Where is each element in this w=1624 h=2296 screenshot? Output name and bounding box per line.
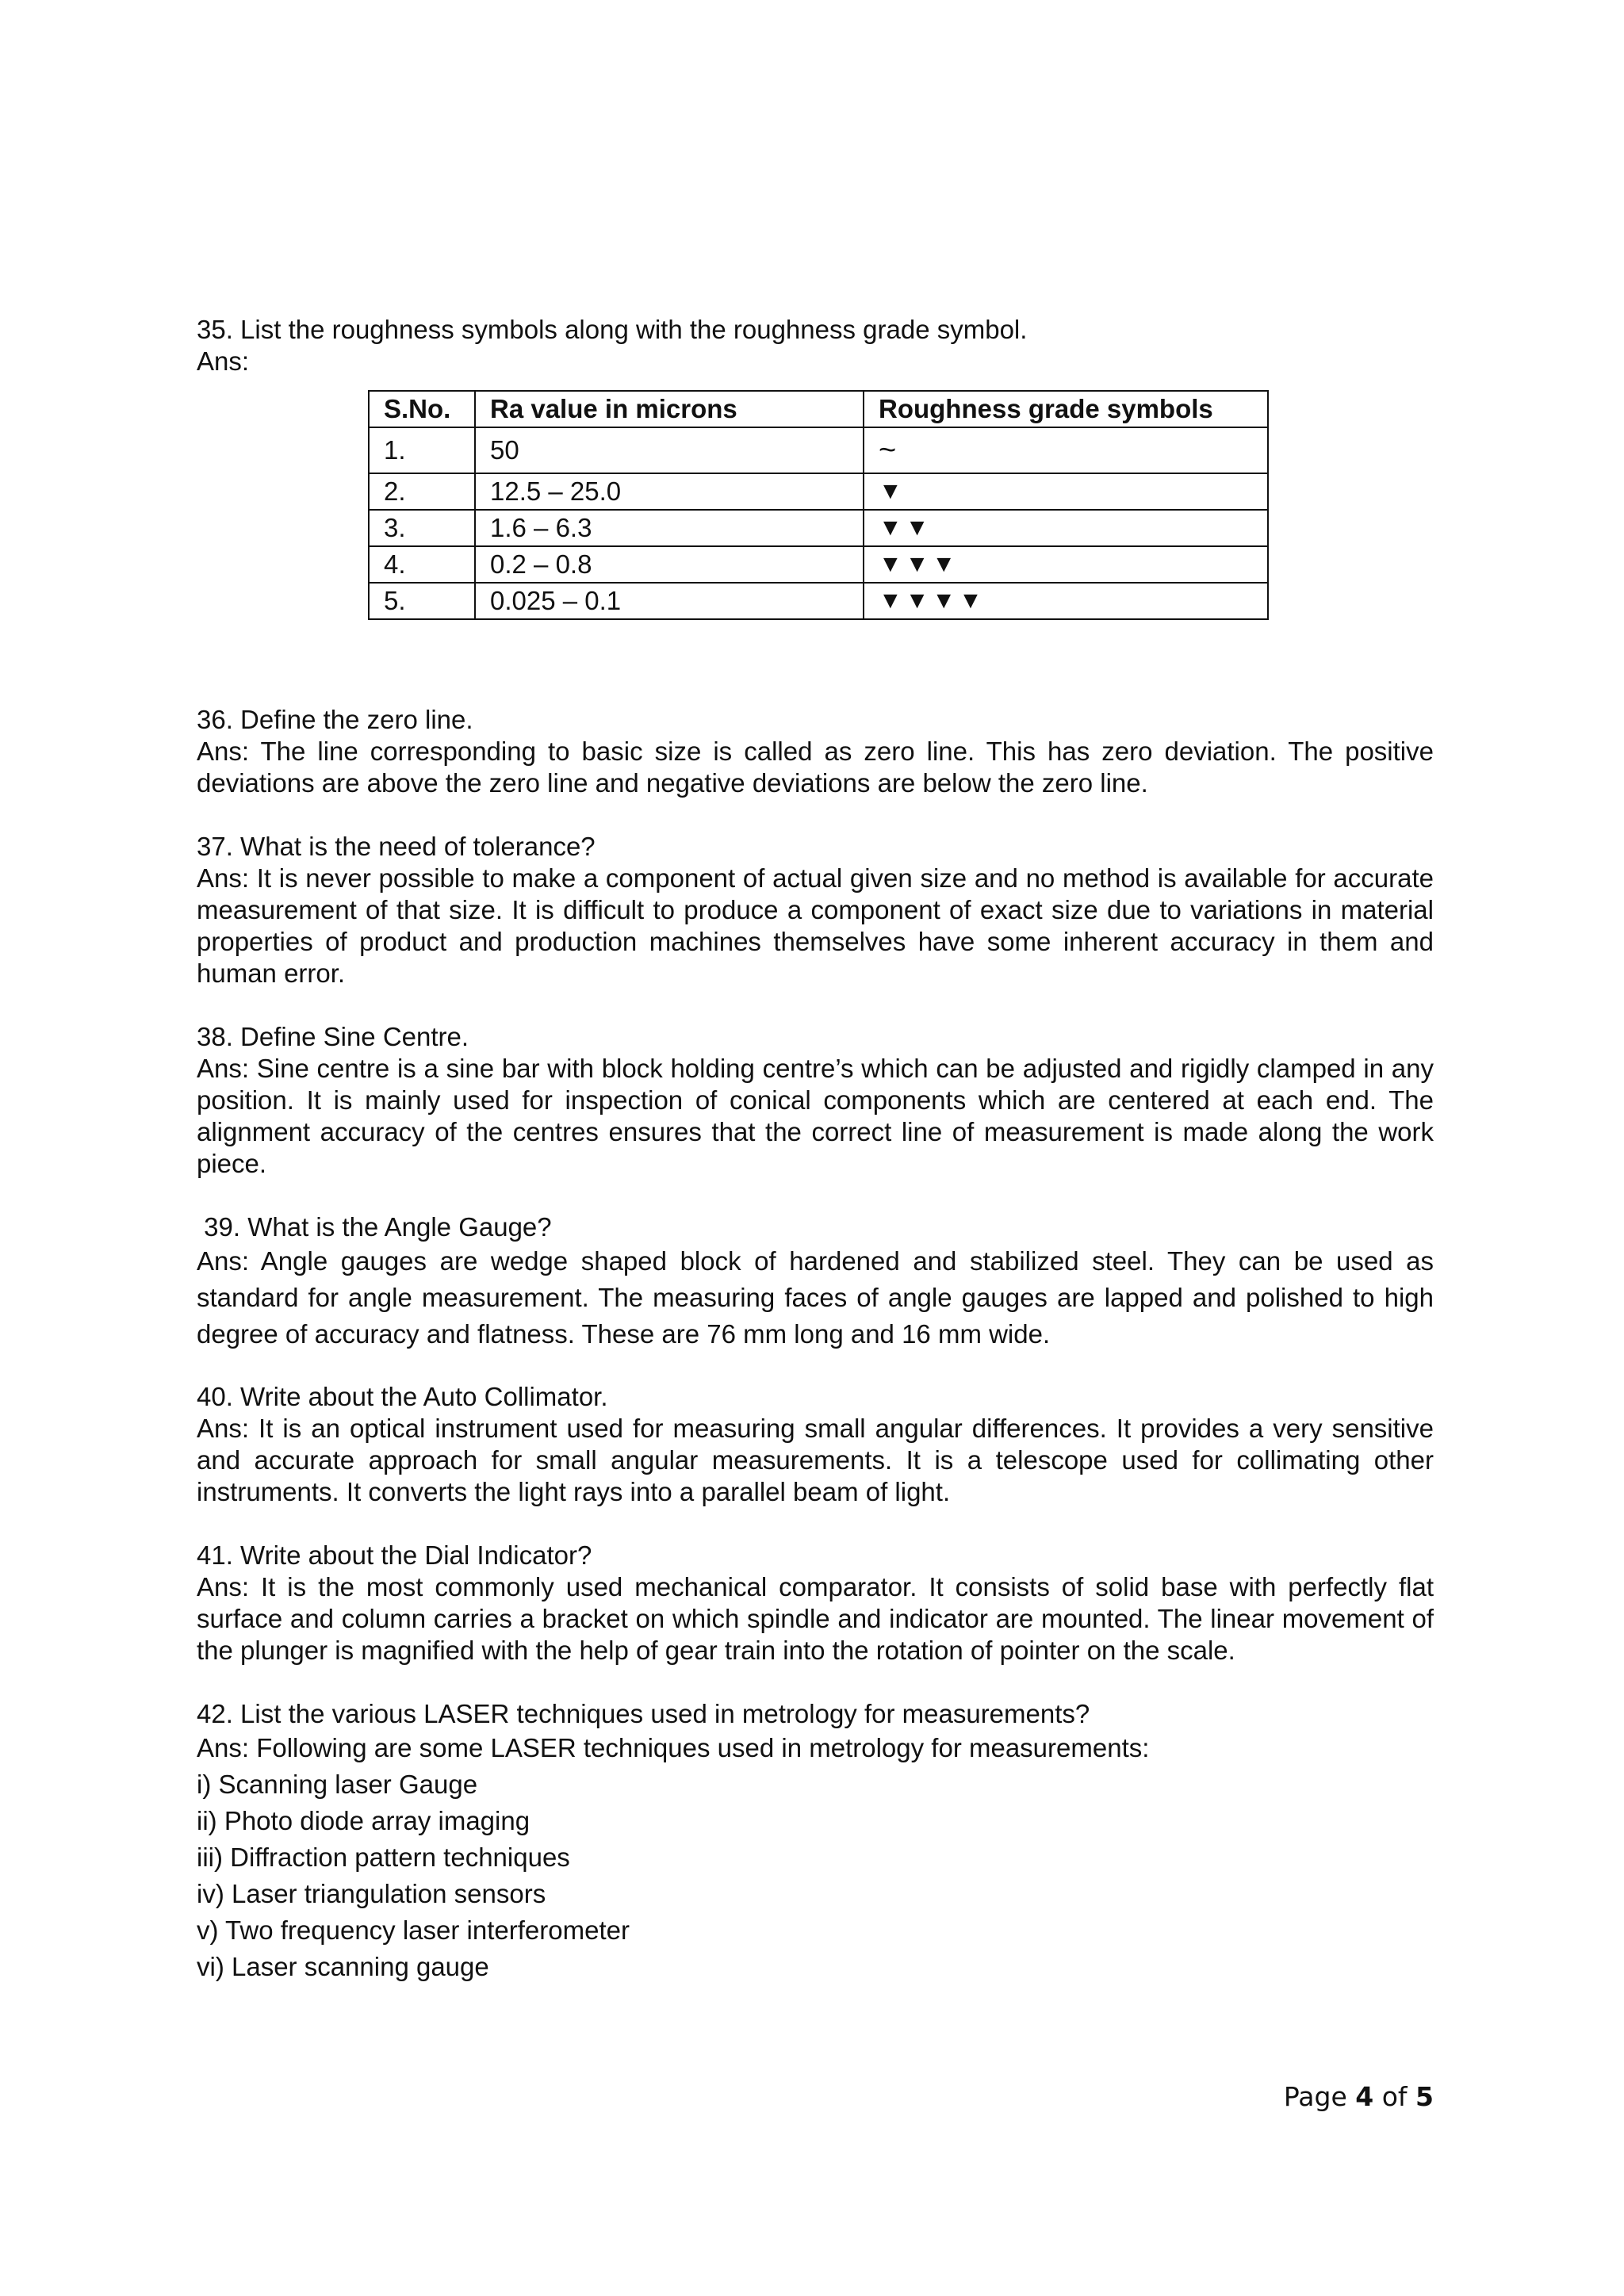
cell-ra: 12.5 – 25.0	[475, 473, 864, 510]
answer-36: Ans: The line corresponding to basic size is called as zero line. This has zero deviation. The positive deviations are above the zero line and negative deviations are below the zero line.	[197, 737, 1434, 798]
question-42: 42. List the various LASER techniques used in metrology for measurements?	[197, 1699, 1090, 1728]
question-38: 38. Define Sine Centre.	[197, 1022, 469, 1051]
question-37: 37. What is the need of tolerance?	[197, 832, 596, 861]
answer-40: Ans: It is an optical instrument used for measuring small angular differences. It provides a very sensitive and accurate approach for small angular measurements. It is a telescope used for collimating other instruments. It converts the light rays into a parallel beam of light.	[197, 1414, 1434, 1506]
cell-sno: 2.	[369, 473, 475, 510]
list-item: iii) Diffraction pattern techniques	[197, 1843, 570, 1872]
question-42-block	[197, 1698, 1434, 1985]
cell-sno: 3.	[369, 510, 475, 546]
table-row	[369, 546, 1268, 583]
question-39-block	[197, 1211, 1434, 1353]
list-item: v) Two frequency laser interferometer	[197, 1915, 630, 1945]
answer-41: Ans: It is the most commonly used mechanical comparator. It consists of solid base with perfectly flat surface and column carries a bracket on which spindle and indicator are mounted. The linear movement of the plunger is magnified with the help of gear train into the rotation of pointer on the scale.	[197, 1572, 1434, 1665]
document-page	[197, 314, 1434, 1985]
question-37-block	[197, 831, 1434, 989]
cell-sno: 5.	[369, 583, 475, 619]
page-word: Page	[1283, 2081, 1356, 2112]
question-40: 40. Write about the Auto Collimator.	[197, 1382, 608, 1411]
answer-42: Ans: Following are some LASER techniques used in metrology for measurements:	[197, 1733, 1150, 1762]
question-36: 36. Define the zero line.	[197, 705, 473, 734]
header-ra-value: Ra value in microns	[475, 391, 864, 427]
header-sno: S.No.	[369, 391, 475, 427]
cell-symbol: ▼	[864, 473, 1268, 510]
page-number-footer	[1284, 2081, 1434, 2112]
total-pages: 5	[1415, 2081, 1434, 2112]
list-item: vi) Laser scanning gauge	[197, 1952, 489, 1981]
table-row	[369, 510, 1268, 546]
list-item: i) Scanning laser Gauge	[197, 1770, 478, 1799]
cell-symbol: ▼▼	[864, 510, 1268, 546]
question-35: 35. List the roughness symbols along with the roughness grade symbol.	[197, 315, 1028, 344]
answer-37: Ans: It is never possible to make a component of actual given size and no method is available for accurate measurement of that size. It is difficult to produce a component of exact size due to variations in material properties of product and production machines themselves have some inherent accuracy in them and human error.	[197, 863, 1434, 988]
of-word: of	[1373, 2081, 1416, 2112]
table-header-row	[369, 391, 1268, 427]
cell-symbol: ~	[864, 427, 1268, 473]
current-page: 4	[1355, 2081, 1374, 2112]
cell-sno: 1.	[369, 427, 475, 473]
cell-ra: 0.2 – 0.8	[475, 546, 864, 583]
cell-symbol: ▼▼▼▼	[864, 583, 1268, 619]
header-roughness-symbols: Roughness grade symbols	[864, 391, 1268, 427]
question-35-block	[197, 314, 1434, 620]
roughness-table	[368, 390, 1269, 620]
list-item: iv) Laser triangulation sensors	[197, 1879, 546, 1908]
table-row	[369, 583, 1268, 619]
question-41-block	[197, 1540, 1434, 1667]
table-row	[369, 427, 1268, 473]
question-36-block	[197, 704, 1434, 799]
table-row	[369, 473, 1268, 510]
cell-symbol: ▼▼▼	[864, 546, 1268, 583]
cell-ra: 50	[475, 427, 864, 473]
question-40-block	[197, 1381, 1434, 1508]
question-38-block	[197, 1021, 1434, 1180]
cell-sno: 4.	[369, 546, 475, 583]
cell-ra: 0.025 – 0.1	[475, 583, 864, 619]
answer-38: Ans: Sine centre is a sine bar with block holding centre’s which can be adjusted and rigidly clamped in any position. It is mainly used for inspection of conical components which are centered at each end. The alignment accuracy of the centres ensures that the correct line of measurement is made along the work piece.	[197, 1054, 1434, 1178]
answer-39: Ans: Angle gauges are wedge shaped block of hardened and stabilized steel. They can be used as standard for angle measurement. The measuring faces of angle gauges are lapped and polished to high degree of accuracy and flatness. These are 76 mm long and 16 mm wide.	[197, 1246, 1434, 1349]
question-41: 41. Write about the Dial Indicator?	[197, 1540, 592, 1570]
cell-ra: 1.6 – 6.3	[475, 510, 864, 546]
answer-35-label: Ans:	[197, 346, 250, 376]
question-39: 39. What is the Angle Gauge?	[197, 1212, 552, 1242]
list-item: ii) Photo diode array imaging	[197, 1806, 530, 1835]
